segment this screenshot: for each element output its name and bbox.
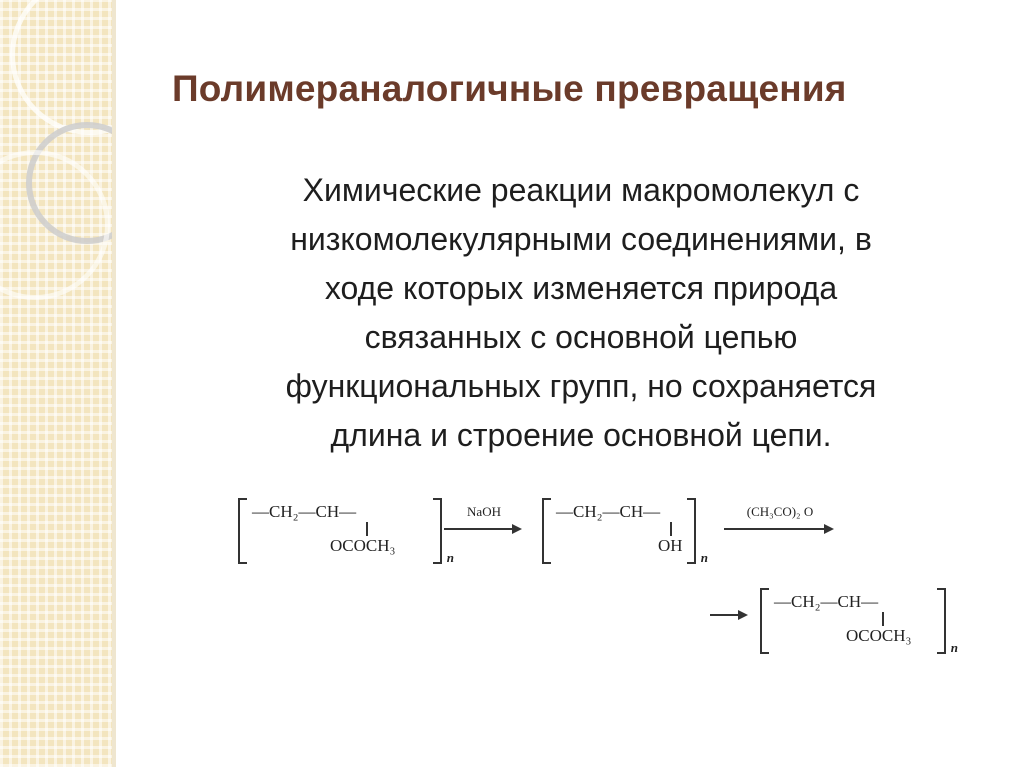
polymer-unit-product	[760, 582, 960, 662]
vertical-bond	[670, 522, 672, 536]
repeat-index: n	[700, 550, 708, 565]
definition-line: функциональных групп, но сохраняется	[285, 368, 877, 404]
side-group: OCOCH₃	[330, 536, 396, 555]
side-group: OCOCH₃	[846, 626, 912, 645]
vertical-bond	[366, 522, 368, 536]
left-bracket	[760, 588, 769, 654]
left-bracket	[238, 498, 247, 564]
definition-line: связанных с основной цепью	[364, 319, 798, 355]
definition-text	[190, 166, 972, 460]
right-bracket	[433, 498, 442, 564]
arrow-line	[444, 528, 514, 530]
definition-line: низкомолекулярными соединениями, в	[290, 221, 872, 257]
definition-line: длина и строение основной цепи.	[330, 417, 832, 453]
reagent-label: NaOH	[467, 504, 501, 519]
reaction-scheme	[230, 488, 970, 678]
chain-formula: —CH₂—CH—	[556, 502, 661, 521]
repeat-index: n	[446, 550, 454, 565]
reaction-arrow	[710, 602, 750, 626]
decorative-side-strip	[0, 0, 112, 767]
arrow-line	[724, 528, 826, 530]
definition-line: ходе которых изменяется природа	[324, 270, 838, 306]
arrow-head	[824, 524, 834, 534]
side-group: OH	[658, 536, 683, 555]
vertical-bond	[882, 612, 884, 626]
polymer-unit-alcohol	[542, 492, 710, 572]
arrow-head	[738, 610, 748, 620]
slide-title: Полимераналогичные превращения	[172, 68, 847, 109]
reaction-arrow	[444, 504, 524, 532]
left-bracket	[542, 498, 551, 564]
repeat-index: n	[950, 640, 958, 655]
reaction-arrow	[724, 504, 836, 532]
decorative-ring	[10, 0, 112, 135]
polymer-unit-acetate	[238, 492, 456, 572]
definition-line: Химические реакции макромолекул с	[302, 172, 860, 208]
chain-formula: —CH₂—CH—	[252, 502, 357, 521]
reagent-label: (CH₃CO)₂ O	[746, 504, 814, 519]
strip-edge	[112, 0, 116, 767]
arrow-head	[512, 524, 522, 534]
arrow-line	[710, 614, 740, 616]
right-bracket	[687, 498, 696, 564]
right-bracket	[937, 588, 946, 654]
chain-formula: —CH₂—CH—	[774, 592, 879, 611]
